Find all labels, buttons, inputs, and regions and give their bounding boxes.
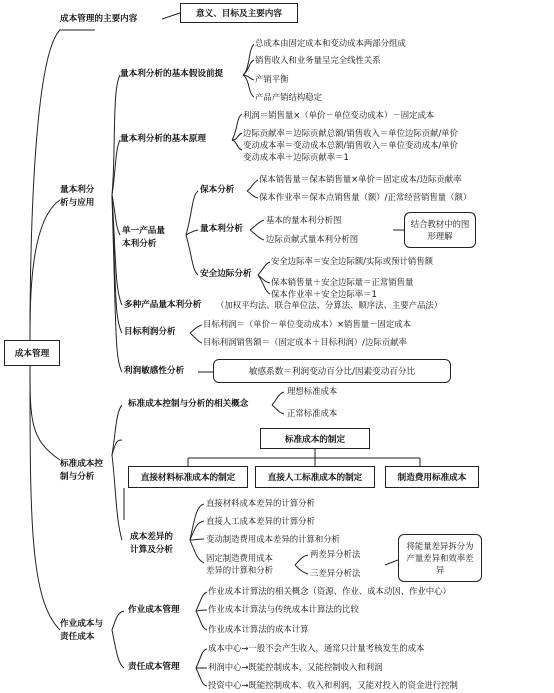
principles-label: 量本利分析的基本原理 (120, 134, 206, 144)
assumption-item: 产品产销结构稳定 (255, 92, 322, 102)
overview-content: 意义、目标及主要内容 (196, 9, 282, 19)
concept-item: 正常标准成本 (287, 408, 338, 418)
assumption-item: 总成本由固定成本和变动成本两部分组成 (255, 38, 406, 48)
cvp-chart-item: 基本的量本利分析图 (266, 215, 342, 225)
setting-item: 直接人工标准成本的制定 (267, 473, 363, 483)
variance-fixed-line2: 差异的计算和分析 (206, 565, 273, 575)
safety-label: 安全边际分析 (200, 269, 252, 279)
target-item: 目标利润销售额＝（固定成本＋目标利润）/边际贡献率 (203, 337, 407, 347)
responsibility-item: 利润中心→既能控制成本，又能控制收入和利润 (208, 662, 383, 672)
responsibility-item: 投资中心→既能控制成本、收入和利润，又能对投入的资金进行控制 (208, 680, 458, 690)
assumption-item: 销售收入和业务量呈完全线性关系 (255, 55, 381, 65)
safety-item: 保本作业率＋安全边际率＝1 (271, 289, 377, 299)
breakeven-item: 保本作业率＝保本点销售量（额）/正常经营销售量（额） (259, 192, 472, 202)
cvp-chart-label: 量本利分析 (200, 224, 243, 234)
setting-label: 标准成本的制定 (284, 434, 346, 445)
concept-item: 理想标准成本 (287, 386, 338, 396)
variance-method: 两差异分析法 (310, 549, 361, 559)
single-label-line1: 单一产品量 (122, 226, 165, 236)
chart-note-box (404, 212, 476, 248)
variance-item: 变动制造费用成本差异的计算和分析 (206, 534, 340, 544)
principle-item: 利润＝销售量×（单价－单位变动成本）－固定成本 (243, 110, 435, 120)
responsibility-label: 责任成本管理 (128, 662, 180, 672)
breakeven-item: 保本销售量＝保本销售量×单价＝固定成本/边际贡献率 (259, 174, 462, 184)
multi-label: 多种产品量本利分析 (124, 300, 202, 310)
variance-note-box (398, 534, 482, 582)
setting-item: 直接材料标准成本的制定 (140, 473, 236, 483)
setting-overhead-box (385, 466, 479, 488)
cvp-label-line1: 量本利分 (60, 185, 95, 195)
principle-item: 变动成本率＝变动成本总额/销售收入＝单位变动成本/单价 (243, 140, 459, 150)
chart-note: 结合教材中的图形理解 (410, 219, 470, 241)
activity-item: 作业成本计算法的相关概念（资源、作业、成本动因、作业中心） (208, 586, 451, 596)
principle-item: 边际贡献率＝边际贡献总额/销售收入＝单位边际贡献/单价 (243, 128, 459, 138)
principle-item: 变动成本率＋边际贡献率＝1 (243, 152, 349, 162)
root-node (4, 340, 60, 366)
variance-label-line2: 计算及分析 (130, 545, 173, 555)
activity-label: 作业成本管理 (128, 605, 180, 615)
abc-label-line2: 责任成本 (60, 632, 95, 642)
setting-box (260, 428, 370, 449)
responsibility-item: 成本中心→一般不会产生收入，通常只计量考核发生的成本 (208, 643, 425, 653)
cvp-label-line2: 析与应用 (60, 198, 95, 208)
variance-fixed-line1: 固定制造费用成本 (206, 553, 273, 563)
safety-item: 保本销售量＋安全边际量＝正常销售量 (271, 277, 414, 287)
variance-item: 直接材料成本差异的计算分析 (206, 498, 315, 508)
sensitivity-content: 敏感系数＝利润变动百分比/因素变动百分比 (248, 367, 416, 377)
target-label: 目标利润分析 (124, 327, 176, 337)
cvp-chart-item: 边际贡献式量本利分析图 (266, 234, 359, 244)
setting-item: 制造费用标准成本 (397, 473, 467, 483)
standard-label-line2: 制与分析 (60, 472, 95, 482)
standard-label-line1: 标准成本控 (60, 459, 103, 469)
activity-item: 作业成本计算法与传统成本计算法的比较 (208, 604, 359, 614)
safety-item: 安全边际率＝安全边际额/实际或预计销售额 (271, 256, 433, 266)
sensitivity-box (213, 359, 451, 383)
setting-material-box (128, 466, 248, 488)
assumptions-label: 量本利分析的基本假设前提 (120, 69, 224, 79)
assumption-item: 产销平衡 (255, 74, 289, 84)
sensitivity-label: 利润敏感性分析 (124, 366, 185, 376)
breakeven-label: 保本分析 (200, 185, 235, 195)
abc-label-line1: 作业成本与 (60, 619, 103, 629)
variance-method: 三差异分析法 (310, 568, 361, 578)
target-item: 目标利润＝（单价－单位变动成本）×销售量－固定成本 (203, 319, 412, 329)
concepts-label: 标准成本控制与分析的相关概念 (128, 399, 249, 409)
variance-note: 将能量差异拆分为产量差异和效率差异 (406, 541, 474, 575)
activity-item: 作业成本计算法的成本计算 (208, 624, 309, 634)
variance-item: 直接人工成本差异的计算分析 (206, 516, 315, 526)
overview-label: 成本管理的主要内容 (60, 14, 138, 24)
overview-box (180, 3, 298, 23)
single-label-line2: 本利分析 (122, 239, 157, 249)
multi-detail: （加权平均法、联合单位法、分算法、顺序法、主要产品法） (216, 300, 443, 310)
root-label: 成本管理 (14, 349, 50, 359)
variance-label-line1: 成本差异的 (130, 532, 173, 542)
setting-labor-box (255, 466, 375, 488)
